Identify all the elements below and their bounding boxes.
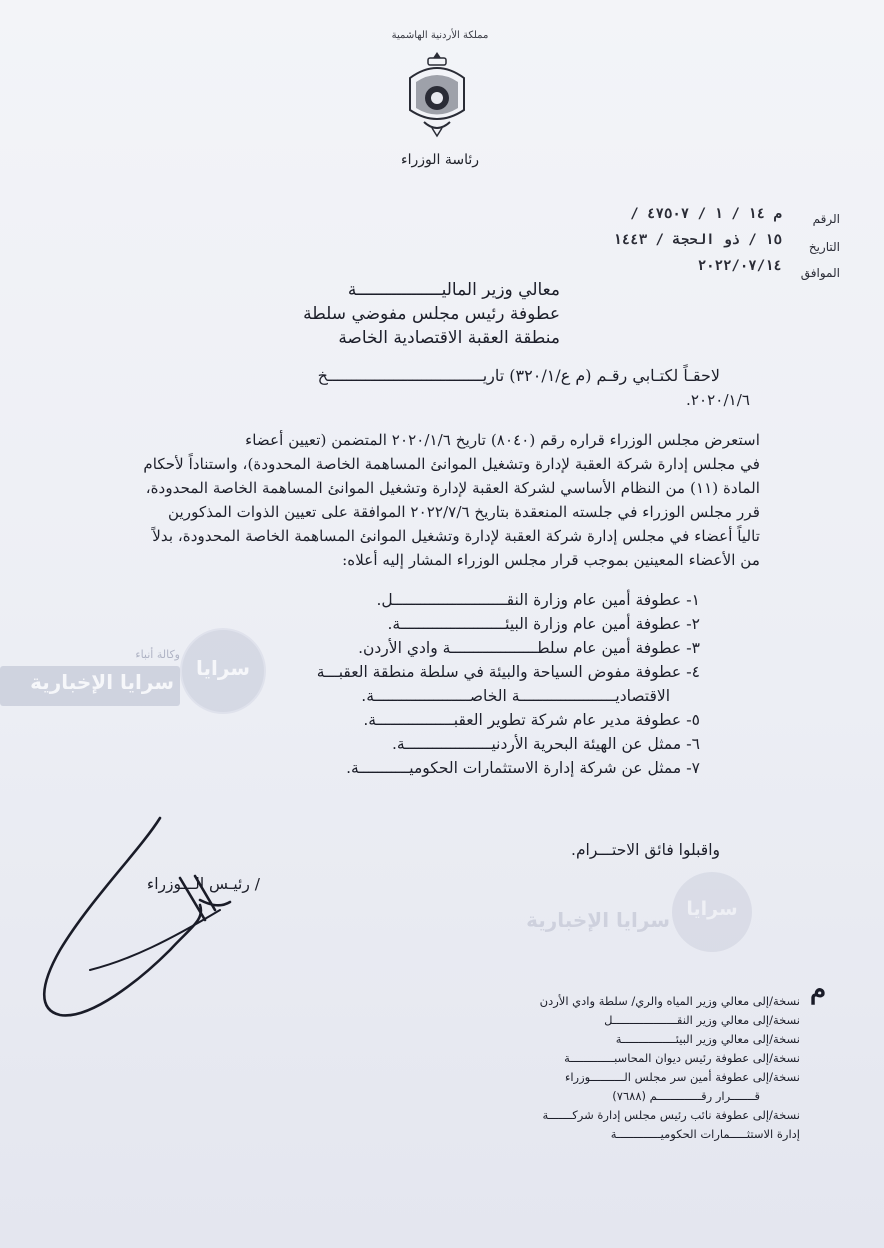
organization-name: رئاسة الوزراء — [401, 152, 479, 168]
jordan-coat-of-arms-icon — [398, 48, 476, 140]
watermark-faint — [480, 872, 760, 958]
list-item: ٣- عطوفة أمين عام سلطـــــــــــــــــــة وادي الأردن. — [358, 639, 700, 657]
ref-value: م ١٤ / ١ / ٤٧٥٠٧ / — [630, 206, 782, 222]
date-value: ١٥ / ذو الحجة / ١٤٤٣ — [613, 232, 782, 248]
header-top-text: مملكة الأردنية الهاشمية — [391, 30, 489, 41]
members-list — [250, 588, 700, 780]
watermark-site-name: سرايا الإخبارية — [526, 908, 670, 932]
body-line: قرر مجلس الوزراء في جلسته المنعقدة بتاريخ ٢٠٢٢/٧/٦ الموافقة على تعيين الذوات المذكورين — [168, 503, 760, 521]
subject-date: ٢٠٢٠/١/٦. — [685, 391, 750, 409]
corresponding-date-value: ٢٠٢٢/٠٧/١٤ — [697, 258, 782, 274]
closing-text: واقبلوا فائق الاحتـــرام. — [571, 841, 720, 859]
body-paragraph — [60, 428, 760, 572]
body-line: تالياً أعضاء في مجلس إدارة شركة العقبة لإدارة وتشغيل الموانئ المساهمة الخاصة المحدودة، بدلاً — [152, 527, 760, 545]
watermark-logo-icon — [672, 872, 752, 952]
addressee-line: منطقة العقبة الاقتصادية الخاصة — [338, 328, 560, 348]
handwritten-initials: م — [810, 975, 827, 1005]
list-item: ٢- عطوفة أمين عام وزارة البيئـــــــــــــــــــــــة. — [387, 615, 700, 633]
body-line: المادة (١١) من النظام الأساسي لشركة العقبة لإدارة وتشغيل الموانئ المساهمة الخاصة المحدودة، — [145, 479, 760, 497]
date-label: التاريخ — [808, 240, 840, 254]
copy-line: نسخة/إلى معالي وزير البيئــــــــــــــــة — [615, 1032, 800, 1046]
watermark-logo-text: سرايا — [196, 656, 250, 680]
copy-line: نسخة/إلى عطوفة رئيس ديوان المحاسبـــــــــــــة — [564, 1051, 800, 1065]
list-item: ١- عطوفة أمين عام وزارة النقـــــــــــــــــــــــــل. — [376, 591, 700, 609]
copy-line: إدارة الاستثـــــمارات الحكوميـــــــــــــة — [610, 1127, 800, 1141]
list-item: ٧- ممثل عن شركة إدارة الاستثمارات الحكوميـــــــــــة. — [346, 759, 700, 777]
copies-list — [460, 992, 800, 1144]
addressee-line: معالي وزير الماليـــــــــــــــــة — [347, 280, 560, 300]
watermark-logo-text: سرايا — [686, 898, 738, 920]
ref-label: الرقم — [812, 212, 840, 226]
list-item: ٥- عطوفة مدير عام شركة تطوير العقبـــــــــــــــــة. — [363, 711, 700, 729]
addressee-line: عطوفة رئيس مجلس مفوضي سلطة — [303, 304, 560, 324]
signature-title: / رئيـس الـــوزراء — [146, 875, 260, 893]
copy-line: نسخة/إلى عطوفة أمين سر مجلس الــــــــــوزراء — [564, 1070, 800, 1084]
corresponding-date-label: الموافق — [800, 266, 840, 280]
list-item: ٤- عطوفة مفوض السياحة والبيئة في سلطة منطقة العقبـــة — [316, 663, 700, 681]
watermark-logo-icon — [180, 628, 266, 714]
watermark-banner — [0, 646, 262, 712]
subject-line: لاحقـاً لكتـابي رقـم (م ع/٣٢٠/١) تاريـــــــــــــــــــــــــــــــــخ — [317, 366, 720, 385]
watermark-site-name: سرايا الإخبارية — [30, 670, 174, 694]
body-line: في مجلس إدارة شركة العقبة لإدارة وتشغيل الموانئ المساهمة الخاصة المحدودة)، واستناداً لأحكام — [143, 455, 760, 473]
watermark-agency: وكالة أنباء — [135, 648, 180, 661]
copy-line: نسخة/إلى عطوفة نائب رئيس مجلس إدارة شركـــــــة — [542, 1108, 800, 1122]
body-line: من الأعضاء المعينين بموجب قرار مجلس الوزراء المشار إليه أعلاه: — [342, 551, 760, 569]
copy-line: نسخة/إلى معالي وزير النقـــــــــــــــــــل — [604, 1013, 800, 1027]
list-item: ٦- ممثل عن الهيئة البحرية الأردنيـــــــــــــــــــة. — [391, 735, 700, 753]
list-item: الاقتصاديـــــــــــــــــــــة الخاصـــــــــــــــــــــة. — [361, 687, 670, 705]
body-line: استعرض مجلس الوزراء قراره رقم (٨٠٤٠) تاريخ ٢٠٢٠/١/٦ المتضمن (تعيين أعضاء — [245, 431, 760, 449]
handwritten-signature — [30, 810, 270, 1040]
copy-line: نسخة/إلى معالي وزير المياه والري/ سلطة وادي الأردن — [539, 994, 800, 1008]
addressee-block — [260, 278, 560, 350]
copy-line: قـــــــرار رقـــــــــــــم (٧٦٨٨) — [612, 1089, 760, 1103]
